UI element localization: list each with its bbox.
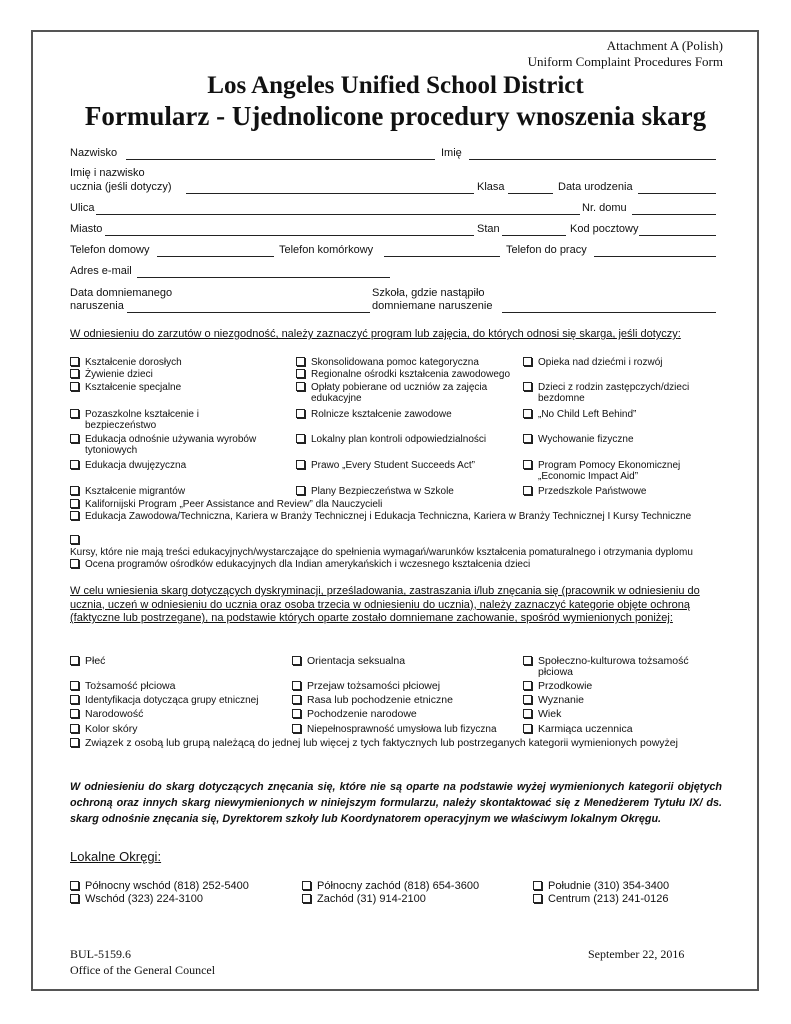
school-label-2: domniemane naruszenie <box>372 300 493 312</box>
category-option[interactable]: Przodkowie <box>523 681 723 693</box>
program-option[interactable]: Pozaszkolne kształcenie i bezpieczeństwo <box>70 409 290 431</box>
home-phone-input[interactable] <box>157 256 274 257</box>
first-name-input[interactable] <box>469 159 716 160</box>
program-option[interactable]: Kształcenie specjalne <box>70 382 290 394</box>
district-option[interactable]: Południe (310) 354-3400 <box>533 881 723 893</box>
student-name-label-2: ucznia (jeśli dotyczy) <box>70 181 172 193</box>
program-option[interactable]: „No Child Left Behind” <box>523 409 723 421</box>
street-label: Ulica <box>70 202 95 214</box>
school-input[interactable] <box>502 312 716 313</box>
work-phone-label: Telefon do pracy <box>506 244 587 256</box>
program-option[interactable]: Żywienie dzieci <box>70 369 290 381</box>
zip-input[interactable] <box>639 235 716 236</box>
violation-date-label-2: naruszenia <box>70 300 124 312</box>
program-option[interactable]: Program Pomocy Ekonomicznej „Economic Impact Aid” <box>523 460 723 482</box>
street-input[interactable] <box>96 214 580 215</box>
programs-intro: W odniesieniu do zarzutów o niezgodność, należy zaznaczyć program lub zajęcia, do których odnosi się skarga, jeśli dotyczy: <box>70 328 681 340</box>
cell-phone-label: Telefon komórkowy <box>279 244 374 256</box>
program-option[interactable]: Edukacja dwujęzyczna <box>70 460 290 472</box>
category-option[interactable]: Płeć <box>70 656 285 668</box>
program-option[interactable]: Prawo „Every Student Succeeds Act” <box>296 460 520 472</box>
bullying-note: W odniesieniu do skarg dotyczących znęcania się, które nie są oparte na podstawie wyżej wymienionych kategorii objętych ochroną oraz innych skarg niewymienionych w niniejszym formularzu, należy skontaktować się z Menedżerem Tytułu IX/ ds. skarg odnośnie znęcania się, Dyrektorem szkoły lub Koordynatorem operacyjnym we właściwym lokalnym Okręgu. <box>70 781 722 825</box>
bulletin-number: BUL-5159.6 <box>70 947 131 961</box>
district-option[interactable]: Wschód (323) 224-3100 <box>70 894 295 906</box>
category-option[interactable]: Przejaw tożsamości płciowej <box>292 681 517 693</box>
zip-label: Kod pocztowy <box>570 223 639 235</box>
category-option[interactable]: Rasa lub pochodzenie etniczne <box>292 695 517 707</box>
dob-input[interactable] <box>638 193 716 194</box>
page-title: Formularz - Ujednolicone procedury wnoszenia skarg <box>84 101 707 131</box>
category-option[interactable]: Wyznanie <box>523 695 723 707</box>
grade-input[interactable] <box>508 193 553 194</box>
student-name-label-1: Imię i nazwisko <box>70 167 145 179</box>
state-label: Stan <box>477 223 500 235</box>
program-option[interactable]: Dzieci z rodzin zastępczych/dzieci bezdomne <box>523 382 723 404</box>
program-option[interactable]: Ocena programów ośrodków edukacyjnych dla Indian amerykańskich i wczesnego kształcenia dzieci <box>70 559 730 571</box>
program-option[interactable]: Przedszkole Państwowe <box>523 486 723 498</box>
city-label: Miasto <box>70 223 103 235</box>
school-label-1: Szkoła, gdzie nastąpiło <box>372 287 485 299</box>
district-title: Los Angeles Unified School District <box>207 72 584 99</box>
program-option[interactable]: Wychowanie fizyczne <box>523 434 723 446</box>
office-name: Office of the General Councel <box>70 963 216 977</box>
program-option[interactable]: Edukacja odnośnie używania wyrobów tytoniowych <box>70 434 290 456</box>
program-option[interactable]: Kalifornijski Program „Peer Assistance and Review” dla Nauczycieli <box>70 499 730 511</box>
footer-date: September 22, 2016 <box>588 947 685 961</box>
program-option[interactable]: Opłaty pobierane od uczniów za zajęcia edukacyjne <box>296 382 511 404</box>
program-option[interactable]: Lokalny plan kontroli odpowiedzialności <box>296 434 520 446</box>
home-phone-label: Telefon domowy <box>70 244 150 256</box>
districts-heading: Lokalne Okręgi: <box>70 849 162 864</box>
district-option[interactable]: Północny zachód (818) 654-3600 <box>302 881 527 893</box>
work-phone-input[interactable] <box>594 256 716 257</box>
house-no-input[interactable] <box>632 214 716 215</box>
violation-date-label-1: Data domniemanego <box>70 287 173 299</box>
district-option[interactable]: Zachód (31) 914-2100 <box>302 894 527 906</box>
email-label: Adres e-mail <box>70 265 132 277</box>
district-option[interactable]: Centrum (213) 241-0126 <box>533 894 723 906</box>
form-name: Uniform Complaint Procedures Form <box>527 54 723 69</box>
grade-label: Klasa <box>477 181 505 193</box>
program-option[interactable]: Kształcenie dorosłych <box>70 357 290 369</box>
category-option[interactable]: Związek z osobą lub grupą należącą do jednej lub więcej z tych faktycznych lub postrzeganych kategorii wymienionych powyżej <box>70 738 730 750</box>
category-option[interactable]: Orientacja seksualna <box>292 656 517 668</box>
discrimination-intro: W celu wniesienia skarg dotyczących dyskryminacji, prześladowania, zastraszania i/lub znęcania się (pracownik w odniesieniu do ucznia, uczeń w odniesieniu do ucznia oraz osoba trzecia w odniesieniu do ucznia), należy zaznaczyć kategorie objęte ochroną (faktyczne lub postrzegane), na podstawie których oparte zostało domniemane zachowanie, spośród wymienionych poniżej: <box>70 585 700 624</box>
attachment-label: Attachment A (Polish) <box>606 38 723 53</box>
category-option[interactable]: Pochodzenie narodowe <box>292 709 517 721</box>
program-option[interactable]: Edukacja Zawodowa/Techniczna, Kariera w Branży Technicznej i Edukacja Techniczna, Kariera w Branży Technicznej I Kursy Techniczne <box>70 511 730 523</box>
program-option[interactable]: Regionalne ośrodki kształcenia zawodowego <box>296 369 546 381</box>
surname-input[interactable] <box>126 159 435 160</box>
category-option[interactable]: Karmiąca uczennica <box>523 724 723 736</box>
category-option[interactable]: Kolor skóry <box>70 724 285 736</box>
category-option[interactable]: Wiek <box>523 709 723 721</box>
program-option[interactable]: Kursy, które nie mają treści edukacyjnych/wystarczające do spełnienia wymagań/warunków kształcenia pomaturalnego i otrzymania dyplomu <box>70 535 730 558</box>
student-name-input[interactable] <box>186 193 474 194</box>
program-option[interactable]: Plany Bezpieczeństwa w Szkole <box>296 486 520 498</box>
category-option[interactable]: Identyfikacja dotycząca grupy etnicznej <box>70 695 290 707</box>
dob-label: Data urodzenia <box>558 181 633 193</box>
city-input[interactable] <box>105 235 474 236</box>
program-option[interactable]: Opieka nad dziećmi i rozwój <box>523 357 723 369</box>
violation-date-input[interactable] <box>127 312 370 313</box>
category-option[interactable]: Społeczno-kulturowa tożsamość płciowa <box>523 656 723 678</box>
district-option[interactable]: Północny wschód (818) 252-5400 <box>70 881 295 893</box>
surname-label: Nazwisko <box>70 147 118 159</box>
category-option[interactable]: Narodowość <box>70 709 285 721</box>
program-option[interactable]: Skonsolidowana pomoc kategoryczna <box>296 357 520 369</box>
category-option[interactable]: Niepełnosprawność umysłowa lub fizyczna <box>292 724 522 736</box>
state-input[interactable] <box>502 235 566 236</box>
program-option[interactable]: Kształcenie migrantów <box>70 486 290 498</box>
email-input[interactable] <box>137 277 390 278</box>
house-no-label: Nr. domu <box>582 202 627 214</box>
category-option[interactable]: Tożsamość płciowa <box>70 681 285 693</box>
program-option[interactable]: Rolnicze kształcenie zawodowe <box>296 409 516 421</box>
cell-phone-input[interactable] <box>384 256 500 257</box>
first-name-label: Imię <box>441 147 462 159</box>
